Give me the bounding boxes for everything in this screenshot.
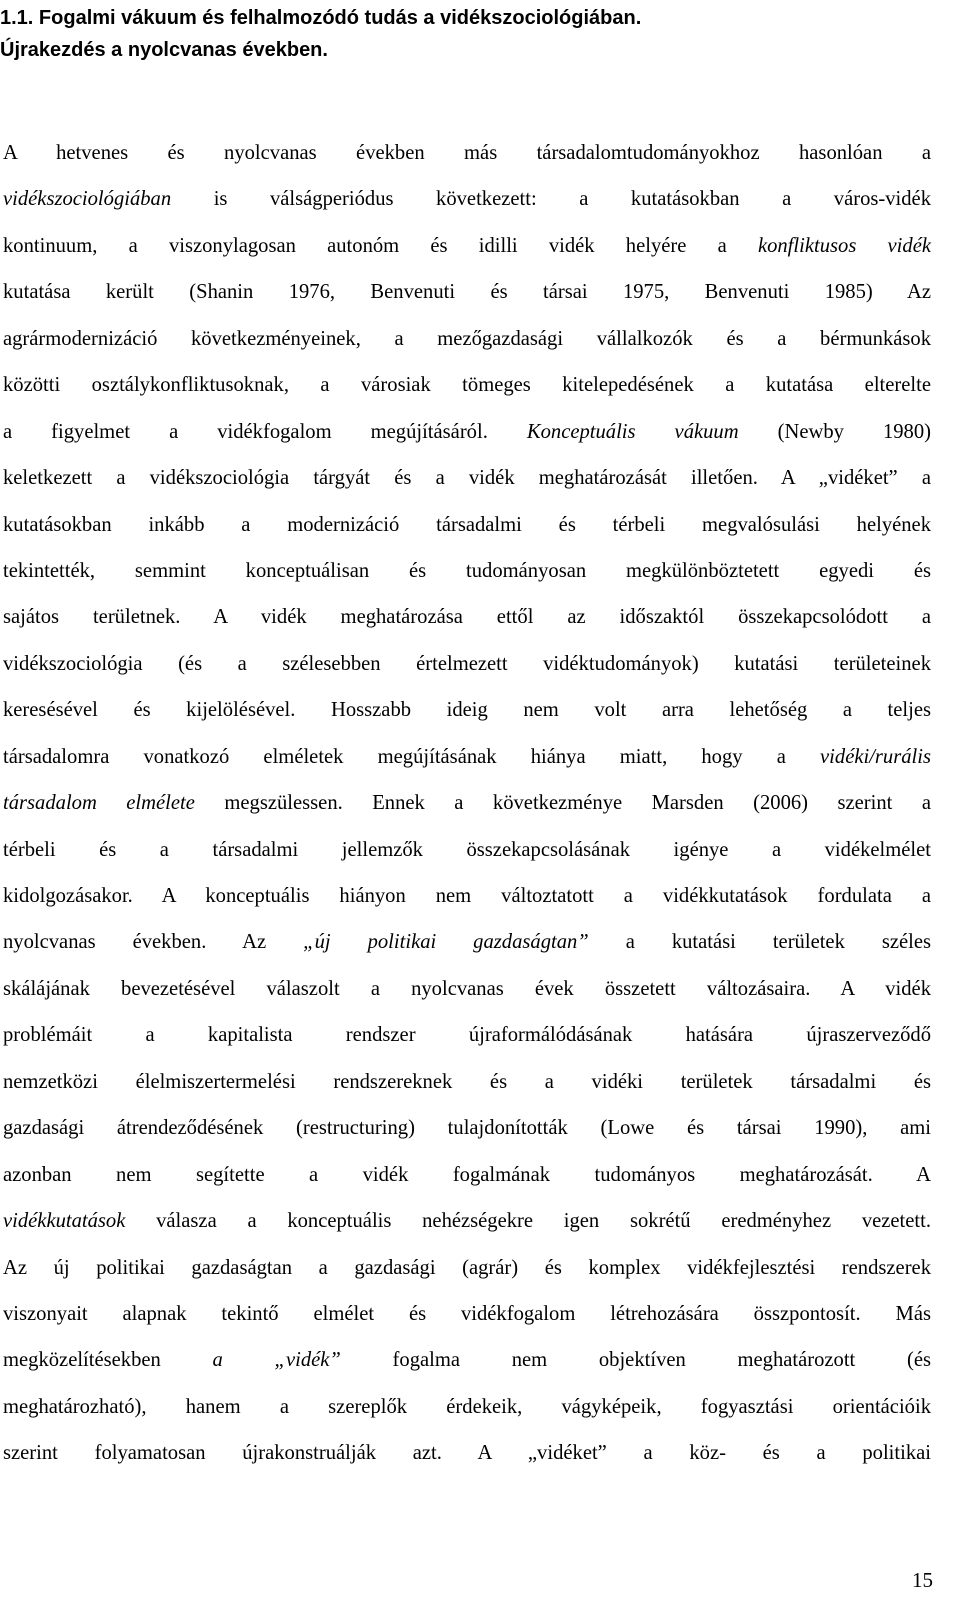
- section-heading: [0, 2, 940, 66]
- paragraph-line: [3, 1337, 931, 1383]
- paragraph-line: [3, 1059, 931, 1105]
- text-run: azonban nem segítette a vidék fogalmának tudományos meghatározását. A: [3, 1163, 931, 1186]
- text-run: gazdasági átrendeződésének (restructuring) tulajdonították (Lowe és társai 1990), ami: [3, 1117, 931, 1140]
- paragraph-line: [3, 687, 931, 733]
- paragraph-line: [3, 548, 931, 594]
- paragraph-line: [3, 362, 931, 408]
- paragraph-line: [3, 594, 931, 640]
- text-run: sajátos területnek. A vidék meghatározása ettől az időszaktól összekapcsolódott a: [3, 606, 931, 629]
- text-run: keletkezett a vidékszociológia tárgyát és a vidék meghatározását illetően. A „vidéket” a: [3, 467, 931, 490]
- paragraph-line: [3, 641, 931, 687]
- text-run: megközelítésekben: [3, 1349, 213, 1372]
- text-run: problémáit a kapitalista rendszer újraformálódásának hatására újraszerveződő: [3, 1024, 931, 1047]
- text-run: viszonyait alapnak tekintő elmélet és vidékfogalom létrehozására összpontosít. Más: [3, 1302, 931, 1325]
- text-run: keresésével és kijelölésével. Hosszabb ideig nem volt arra lehetőség a teljes: [3, 699, 931, 722]
- text-run: (Newby 1980): [738, 420, 931, 443]
- text-run: agrármodernizáció következményeinek, a mezőgazdasági vállalkozók és a bérmunkások: [3, 327, 931, 350]
- text-run: kutatásokban inkább a modernizáció társadalmi és térbeli megvalósulási helyének: [3, 513, 931, 536]
- paragraph-line: [3, 269, 931, 315]
- paragraph-line: [3, 827, 931, 873]
- paragraph-line: [3, 1384, 931, 1430]
- paragraph-line: [3, 1105, 931, 1151]
- text-run: megszülessen. Ennek a következménye Marsden (2006) szerint a: [194, 792, 932, 815]
- text-run: közötti osztálykonfliktusoknak, a városiak tömeges kitelepedésének a kutatása elterelte: [3, 374, 931, 397]
- page-number: 15: [912, 1568, 933, 1592]
- paragraph-line: [3, 455, 931, 501]
- text-run: is válságperiódus következett: a kutatásokban a város-vidék: [171, 188, 931, 211]
- paragraph-line: [3, 1012, 931, 1058]
- text-run: a kutatási területek széles: [588, 931, 931, 954]
- italic-text: konfliktusos vidék: [757, 234, 931, 257]
- text-run: a figyelmet a vidékfogalom megújításáról.: [3, 420, 527, 443]
- text-run: A hetvenes és nyolcvanas években más társadalomtudományokhoz hasonlóan a: [3, 142, 931, 164]
- text-run: fogalma nem objektíven meghatározott (és: [340, 1349, 931, 1372]
- paragraph-line: [3, 966, 931, 1012]
- section-heading-line-2: Újrakezdés a nyolcvanas években.: [0, 39, 328, 61]
- paragraph-line: [3, 409, 931, 455]
- text-run: vidékszociológia (és a szélesebben értelmezett vidéktudományok) kutatási területeinek: [3, 652, 931, 675]
- paragraph-line: [3, 734, 931, 780]
- paragraph-line: [3, 780, 931, 826]
- italic-text: társadalom elmélete: [3, 792, 195, 815]
- italic-text: Konceptuális vákuum: [526, 420, 739, 443]
- text-run: társadalomra vonatkozó elméletek megújításának hiánya miatt, hogy a: [3, 745, 821, 768]
- body-paragraph: [3, 130, 931, 1477]
- italic-text: a „vidék”: [212, 1349, 341, 1372]
- text-run: térbeli és a társadalmi jellemzők összekapcsolásának igénye a vidékelmélet: [3, 838, 931, 861]
- text-run: kutatása került (Shanin 1976, Benvenuti és társai 1975, Benvenuti 1985) Az: [3, 281, 931, 304]
- paragraph-line: [3, 316, 931, 362]
- text-run: nemzetközi élelmiszertermelési rendszereknek és a vidéki területek társadalmi és: [3, 1070, 931, 1093]
- text-run: skálájának bevezetésével válaszolt a nyolcvanas évek összetett változásaira. A vidék: [3, 977, 931, 1000]
- section-heading-line-1: 1.1. Fogalmi vákuum és felhalmozódó tudás a vidékszociológiában.: [0, 7, 642, 29]
- text-run: szerint folyamatosan újrakonstruálják azt. A „vidéket” a köz- és a politikai: [3, 1442, 931, 1465]
- italic-text: vidéki/rurális: [820, 745, 931, 768]
- paragraph-line: [3, 1152, 931, 1198]
- italic-text: vidékkutatások: [3, 1210, 126, 1233]
- text-run: kontinuum, a viszonylagosan autonóm és idilli vidék helyére a: [3, 234, 758, 257]
- text-run: válasza a konceptuális nehézségekre igen sokrétű eredményhez vezetett.: [125, 1210, 931, 1233]
- italic-text: „új politikai gazdaságtan”: [303, 931, 589, 954]
- text-run: tekintették, semmint konceptuálisan és tudományosan megkülönböztetett egyedi és: [3, 559, 931, 582]
- paragraph-line: [3, 130, 931, 176]
- paragraph-line: [3, 1198, 931, 1244]
- paragraph-line: [3, 1245, 931, 1291]
- paragraph-line: [3, 176, 931, 222]
- paragraph-line: [3, 1291, 931, 1337]
- text-run: kidolgozásakor. A konceptuális hiányon nem változtatott a vidékkutatások fordulata a: [3, 885, 931, 907]
- paragraph-line: [3, 873, 931, 919]
- paragraph-line: [3, 919, 931, 965]
- italic-text: vidékszociológiában: [3, 188, 172, 211]
- paragraph-line: [3, 1430, 931, 1476]
- text-run: nyolcvanas években. Az: [3, 931, 304, 954]
- text-run: meghatározható), hanem a szereplők érdekeik, vágyképeik, fogyasztási orientációik: [3, 1395, 931, 1418]
- paragraph-line: [3, 223, 931, 269]
- text-run: Az új politikai gazdaságtan a gazdasági (agrár) és komplex vidékfejlesztési rendszerek: [3, 1256, 931, 1279]
- paragraph-line: [3, 502, 931, 548]
